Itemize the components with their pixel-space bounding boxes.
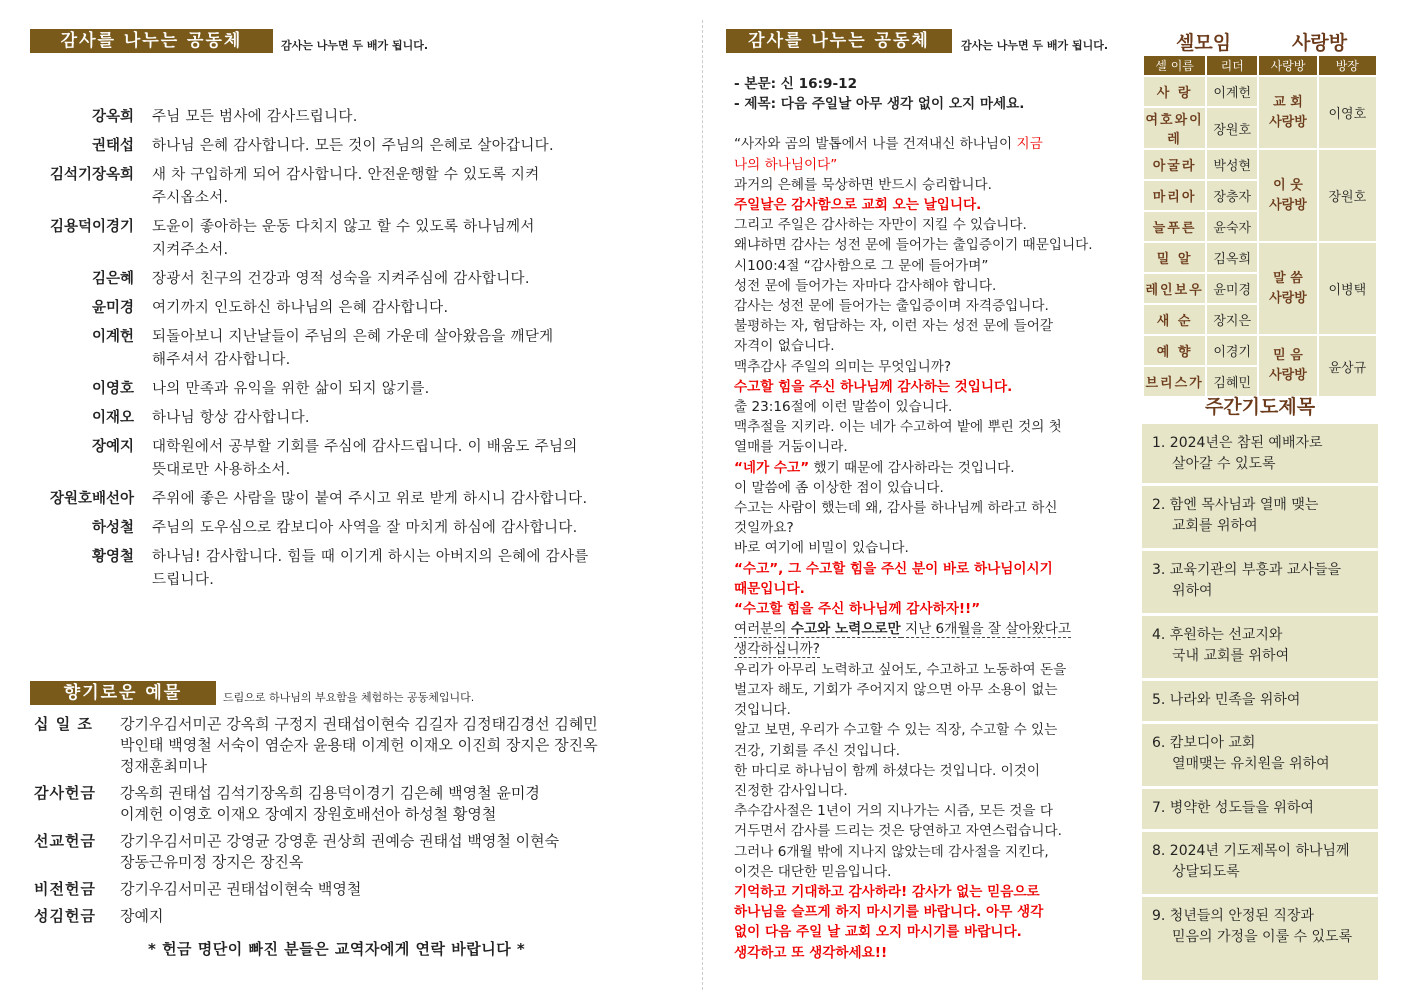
- prayer-line2: 국내 교회를 위하여: [1172, 648, 1290, 664]
- thanks-line: 되돌아보니 지난날들이 주님의 은혜 가운데 살아왔음을 깨닫게: [152, 329, 554, 345]
- thanks-row: [30, 517, 680, 540]
- cell-leader: 윤숙자: [1206, 211, 1258, 242]
- sermon-line: [734, 397, 1134, 417]
- sermon-span: 불평하는 자, 험담하는 자, 이런 자는 성전 문에 들어갈: [734, 318, 1053, 335]
- cell-name: 밀 알: [1143, 242, 1206, 273]
- sermon-line: [734, 134, 1134, 154]
- thanks-row: [30, 436, 680, 482]
- offering-line: 장동근유미정 장지은 장진옥: [120, 853, 304, 871]
- thanks-header-sub-right: 감사는 나누면 두 배가 됩니다.: [961, 39, 1109, 52]
- prayer-line2: 믿음의 가정을 이룰 수 있도록: [1172, 929, 1353, 945]
- prayer-line1: 2. 함엔 목사님과 열매 맺는: [1152, 497, 1319, 513]
- thanks-row: [30, 546, 680, 592]
- sermon-span: - 제목: 다음 주일날 아무 생각 없이 오지 마세요.: [734, 96, 1025, 113]
- offering-line: 강옥희 권태섭 김석기장옥희 김용덕이경기 김은혜 백영철 윤미경: [120, 784, 540, 802]
- thanks-list: [30, 106, 680, 598]
- prayer-line2: 교회를 위하여: [1172, 518, 1258, 534]
- room-head: 이병택: [1318, 242, 1377, 335]
- cell-row: [1143, 149, 1377, 180]
- sermon-span: 없이 다음 주일 날 교회 오지 마시기를 바랍니다.: [734, 924, 1022, 941]
- sermon-text: [734, 74, 1134, 963]
- prayer-line1: 1. 2024년은 참된 예배자로: [1152, 435, 1323, 451]
- sermon-span: 성전 문에 들어가는 자마다 감사해야 합니다.: [734, 277, 997, 294]
- cell-name: 새 순: [1143, 304, 1206, 335]
- col-room: 사랑방: [1258, 55, 1317, 76]
- prayer-line2: 위하여: [1172, 583, 1213, 599]
- offering-names: [120, 783, 684, 825]
- thanks-name: 이계헌: [91, 329, 134, 345]
- offering-row: [34, 906, 684, 927]
- thanks-name: 김석기장옥희: [49, 167, 134, 183]
- thanks-name: 장원호배선아: [49, 491, 134, 507]
- offering-label: 성김헌금: [34, 907, 96, 925]
- sermon-span: 그러나 6개월 밖에 지나지 않았는데 감사절을 지킨다,: [734, 843, 1049, 860]
- offering-line: 강기우김서미곤 강영균 강영훈 권상희 권예승 권태섭 백영철 이현숙: [120, 832, 560, 850]
- cell-row: [1143, 335, 1377, 366]
- thanks-text: [152, 436, 680, 482]
- thanks-row: [30, 216, 680, 262]
- sermon-span: 수고와 노력으로만: [790, 621, 901, 638]
- prayer-line1: 4. 후원하는 선교지와: [1152, 627, 1283, 643]
- offering-names: [120, 906, 684, 927]
- thanks-header-right: 감사를 나누는 공동체: [726, 29, 952, 53]
- sermon-span: 시100:4절 “감사함으로 그 문에 들어가며”: [734, 257, 989, 274]
- cell-leader: 김혜민: [1206, 366, 1258, 397]
- sermon-span: 출 23:16절에 이런 말씀이 있습니다.: [734, 399, 953, 416]
- thanks-line: 드립니다.: [152, 572, 215, 588]
- thanks-row: [30, 106, 680, 129]
- thanks-text: [152, 517, 680, 540]
- prayer-list: [1142, 424, 1378, 983]
- sermon-span: 자격이 없습니다.: [734, 338, 835, 355]
- sermon-span: 진정한 감사입니다.: [734, 782, 848, 799]
- prayer-item: [1142, 681, 1378, 721]
- cell-name: 늘푸른: [1143, 211, 1206, 242]
- offering-label: 비전헌금: [34, 880, 96, 898]
- sermon-span: “네가 수고”: [734, 459, 810, 476]
- thanks-name: 이재오: [91, 410, 134, 426]
- room-name-line2: 사랑방: [1269, 114, 1307, 130]
- sermon-line: [734, 417, 1134, 437]
- sermon-span: 추수감사절은 1년이 거의 지나가는 시즘, 모든 것을 다: [734, 803, 1053, 820]
- sermon-span: 지금: [1016, 136, 1043, 153]
- sermon-line: [734, 943, 1134, 963]
- cell-leader: 김옥희: [1206, 242, 1258, 273]
- col-cell-name: 셀 이름: [1143, 55, 1206, 76]
- sermon-line: [734, 720, 1134, 740]
- thanks-line: 새 차 구입하게 되어 감사합니다. 안전운행할 수 있도록 지켜: [152, 167, 540, 183]
- thanks-line: 주위에 좋은 사람을 많이 붙여 주시고 위로 받게 하시니 감사합니다.: [152, 491, 588, 507]
- prayer-line1: 5. 나라와 민족을 위하여: [1152, 692, 1301, 708]
- sermon-span: “수고”, 그 수고할 힘을 주신 분이 바로 하나님이시기: [734, 560, 1053, 577]
- sermon-line: [734, 357, 1134, 377]
- sermon-span: 하나님을 슬프게 하지 마시기를 바랍니다. 아무 생각: [734, 904, 1044, 921]
- sermon-span: 알고 보면, 우리가 수고할 수 있는 직장, 수고할 수 있는: [734, 722, 1058, 739]
- prayer-item: [1142, 424, 1378, 483]
- offering-row: [34, 714, 684, 777]
- thanks-line: 지켜주소서.: [152, 242, 229, 258]
- sermon-span: 수고는 사람이 했는데 왜, 감사를 하나님께 하라고 하신: [734, 500, 1058, 517]
- thanks-line: 하나님! 감사합니다. 힘들 때 이기게 하시는 아버지의 은혜에 감사를: [152, 549, 589, 565]
- sermon-line: [734, 599, 1134, 619]
- thanks-name: 김용덕이경기: [49, 219, 134, 235]
- cell-leader: 이경기: [1206, 335, 1258, 366]
- sermon-span: “수고할 힘을 주신 하나님께 감사하자!!”: [734, 601, 981, 618]
- thanks-line: 도윤이 좋아하는 운동 다치지 않고 할 수 있도록 하나님께서: [152, 219, 535, 235]
- thanks-text: [152, 407, 680, 430]
- thanks-name: 권태섭: [91, 138, 134, 154]
- thanks-row: [30, 135, 680, 158]
- sermon-line: [734, 842, 1134, 862]
- thanks-row: [30, 407, 680, 430]
- offering-line: 장예지: [120, 907, 164, 925]
- thanks-line: 장광서 친구의 건강과 영적 성숙을 지켜주심에 감사합니다.: [152, 271, 530, 287]
- sermon-line: [734, 256, 1134, 276]
- prayer-line1: 6. 캄보디아 교회: [1152, 735, 1256, 751]
- cell-title: 셀모임: [1176, 32, 1232, 54]
- sermon-gap: [734, 114, 1134, 134]
- thanks-text: [152, 488, 680, 511]
- sermon-span: 벌고자 해도, 기회가 주어지지 않으면 아무 소용이 없는: [734, 681, 1058, 698]
- sermon-line: [734, 801, 1134, 821]
- offering-row: [34, 831, 684, 873]
- sermon-line: [734, 700, 1134, 720]
- thanks-text: [152, 268, 680, 291]
- sermon-line: [734, 559, 1134, 579]
- sermon-span: 맥추감사 주일의 의미는 무엇입니까?: [734, 358, 952, 375]
- sermon-line: [734, 94, 1134, 114]
- sermon-span: 때문입니다.: [734, 580, 805, 597]
- sermon-span: 기억하고 기대하고 감사하라! 감사가 없는 믿음으로: [734, 883, 1040, 900]
- sermon-line: [734, 155, 1134, 175]
- sermon-span: 맥추절을 지키라. 이는 네가 수고하여 밭에 뿌린 것의 첫: [734, 419, 1062, 436]
- room-name-line1: 교 회: [1273, 94, 1303, 110]
- offering-list: [34, 714, 684, 933]
- offering-label: 감사헌금: [34, 784, 96, 802]
- sermon-span: 생각하고 또 생각하세요!!: [734, 944, 888, 961]
- room-name: [1258, 242, 1317, 335]
- room-name-line1: 믿 음: [1273, 348, 1303, 363]
- sermon-span: 거두면서 감사를 드리는 것은 당연하고 자연스럽습니다.: [734, 823, 1062, 840]
- prayer-title: 주간기도제목: [1204, 396, 1316, 418]
- sermon-span: 여러분의: [734, 621, 791, 638]
- thanks-row: [30, 378, 680, 401]
- sermon-span: 것입니다.: [734, 702, 791, 719]
- thanks-line: 하나님 항상 감사합니다.: [152, 410, 310, 426]
- cell-name: 레인보우: [1143, 273, 1206, 304]
- thanks-row: [30, 488, 680, 511]
- prayer-item: [1142, 789, 1378, 829]
- offering-label: 십 일 조: [34, 715, 93, 733]
- sermon-span: 감사는 성전 문에 들어가는 출입증이며 자격증입니다.: [734, 298, 1049, 315]
- cell-row: [1143, 242, 1377, 273]
- prayer-line1: 9. 청년들의 안정된 직장과: [1152, 908, 1314, 924]
- thanks-text: [152, 106, 680, 129]
- cell-name: 마리아: [1143, 180, 1206, 211]
- offering-header: 향기로운 예물: [30, 681, 216, 705]
- sermon-line: [734, 458, 1134, 478]
- sermon-line: [734, 902, 1134, 922]
- prayer-line1: 3. 교육기관의 부흥과 교사들을: [1152, 562, 1341, 578]
- prayer-item: [1142, 551, 1378, 613]
- thanks-line: 해주셔서 감사합니다.: [152, 352, 291, 368]
- thanks-text: [152, 297, 680, 320]
- sermon-line: [734, 74, 1134, 94]
- sermon-line: [734, 882, 1134, 902]
- thanks-text: [152, 164, 680, 210]
- sermon-span: 과거의 은혜를 묵상하면 반드시 승리합니다.: [734, 176, 992, 193]
- room-head: 장원호: [1318, 149, 1377, 242]
- sermon-line: [734, 336, 1134, 356]
- sermon-line: [734, 639, 1134, 659]
- col-leader: 리더: [1206, 55, 1258, 76]
- thanks-line: 여기까지 인도하신 하나님의 은혜 감사합니다.: [152, 300, 449, 316]
- cell-table: [1142, 54, 1378, 398]
- room-title: 사랑방: [1292, 32, 1348, 54]
- sermon-line: [734, 660, 1134, 680]
- sermon-span: 것일까요?: [734, 520, 794, 537]
- thanks-text: [152, 135, 680, 158]
- sermon-line: [734, 518, 1134, 538]
- prayer-item: [1142, 486, 1378, 548]
- offering-names: [120, 879, 684, 900]
- sermon-span: 그리고 주일은 감사하는 자만이 지킬 수 있습니다.: [734, 217, 1027, 234]
- room-name-line2: 사랑방: [1269, 368, 1307, 383]
- room-name: [1258, 149, 1317, 242]
- thanks-line: 주님 모든 범사에 감사드립니다.: [152, 109, 358, 125]
- thanks-name: 하성철: [91, 520, 134, 536]
- cell-name: 사 랑: [1143, 76, 1206, 107]
- cell-leader: 장원호: [1206, 107, 1258, 149]
- page-divider: [702, 20, 703, 990]
- room-name-line1: 말 씀: [1273, 270, 1303, 286]
- offering-line: 이계헌 이영호 이재오 장예지 장원호배선아 하성철 황영철: [120, 805, 497, 823]
- offering-names: [120, 831, 684, 873]
- sermon-span: 왜냐하면 감사는 성전 문에 들어가는 출입증이기 때문입니다.: [734, 237, 1093, 254]
- sermon-line: [734, 235, 1134, 255]
- thanks-line: 주님의 도우심으로 캄보디아 사역을 잘 마치게 하심에 감사합니다.: [152, 520, 578, 536]
- thanks-text: [152, 378, 680, 401]
- sermon-line: [734, 862, 1134, 882]
- sermon-span: 열매를 거둠이니라.: [734, 439, 848, 456]
- cell-name: 여호와이 레: [1143, 107, 1206, 149]
- thanks-line: 뜻대로만 사용하소서.: [152, 462, 291, 478]
- sermon-line: [734, 579, 1134, 599]
- cell-leader: 장지은: [1206, 304, 1258, 335]
- sermon-span: 바로 여기에 비밀이 있습니다.: [734, 540, 909, 557]
- prayer-line2: 살아갈 수 있도록: [1172, 456, 1276, 472]
- room-name-line2: 사랑방: [1269, 290, 1307, 306]
- thanks-text: [152, 546, 680, 592]
- sermon-span: 한 마디로 하나님이 함께 하셨다는 것입니다. 이것이: [734, 762, 1041, 779]
- thanks-text: [152, 216, 680, 262]
- cell-name: 브리스가: [1143, 366, 1206, 397]
- sermon-line: [734, 498, 1134, 518]
- prayer-line1: 8. 2024년 기도제목이 하나님께: [1152, 843, 1350, 859]
- sermon-line: [734, 478, 1134, 498]
- prayer-line1: 7. 병약한 성도들을 위하여: [1152, 800, 1314, 816]
- sermon-line: [734, 316, 1134, 336]
- sermon-span: - 본문: 신 16:9-12: [734, 76, 858, 92]
- sermon-span: 건강, 기회를 주신 것입니다.: [734, 742, 901, 759]
- sermon-span: 했기 때문에 감사하라는 것입니다.: [809, 459, 1015, 476]
- sermon-line: [734, 821, 1134, 841]
- col-room-head: 방장: [1318, 55, 1377, 76]
- thanks-name: 강옥희: [91, 109, 134, 125]
- cell-row: [1143, 76, 1377, 107]
- offering-header-sub: 드림으로 하나님의 부요함을 체험하는 공동체입니다.: [223, 691, 475, 704]
- thanks-row: [30, 297, 680, 320]
- sermon-span: 이것은 대단한 믿음입니다.: [734, 863, 892, 880]
- thanks-line: 하나님 은혜 감사합니다. 모든 것이 주님의 은혜로 살아갑니다.: [152, 138, 554, 154]
- offering-note: * 헌금 명단이 빠진 분들은 교역자에게 연락 바랍니다 *: [148, 940, 526, 958]
- sermon-line: [734, 437, 1134, 457]
- sermon-span: “사자와 곰의 발톱에서 나를 건져내신 하나님이: [734, 136, 1017, 153]
- offering-label: 선교헌금: [34, 832, 96, 850]
- cell-name: 예 향: [1143, 335, 1206, 366]
- sermon-line: [734, 276, 1134, 296]
- thanks-row: [30, 164, 680, 210]
- offering-names: [120, 714, 684, 777]
- thanks-line: 나의 만족과 유익을 위한 삶이 되지 않기를.: [152, 381, 430, 397]
- prayer-line2: 상달되도록: [1172, 864, 1240, 880]
- prayer-item: [1142, 616, 1378, 678]
- sermon-line: [734, 619, 1134, 639]
- sermon-span: 주일날은 감사함으로 교회 오는 날입니다.: [734, 197, 982, 214]
- cell-leader: 윤미경: [1206, 273, 1258, 304]
- sermon-line: [734, 761, 1134, 781]
- sermon-span: 수고할 힘을 주신 하나님께 감사하는 것입니다.: [734, 378, 1013, 395]
- cell-leader: 장충자: [1206, 180, 1258, 211]
- prayer-item: [1142, 832, 1378, 894]
- sermon-line: [734, 377, 1134, 397]
- cell-name: 아굴라: [1143, 149, 1206, 180]
- thanks-line: 주시옵소서.: [152, 190, 229, 206]
- sermon-line: [734, 195, 1134, 215]
- sermon-line: [734, 538, 1134, 558]
- sermon-span: 나의 하나님이다”: [734, 156, 838, 173]
- sermon-span: 생각하십니까?: [734, 641, 821, 658]
- thanks-row: [30, 326, 680, 372]
- offering-line: 박인태 백영철 서숙이 염순자 윤용태 이계헌 이재오 이진희 장지은 장진옥: [120, 736, 598, 754]
- offering-row: [34, 879, 684, 900]
- sermon-line: [734, 781, 1134, 801]
- sermon-line: [734, 296, 1134, 316]
- thanks-line: 대학원에서 공부할 기회를 주심에 감사드립니다. 이 배움도 주님의: [152, 439, 578, 455]
- thanks-name: 장예지: [91, 439, 134, 455]
- room-head: 이영호: [1318, 76, 1377, 149]
- sermon-line: [734, 741, 1134, 761]
- prayer-item: [1142, 724, 1378, 786]
- room-name-line1: 이 웃: [1273, 177, 1303, 193]
- sermon-span: 지난 6개월을 잘 살아왔다고: [900, 621, 1072, 638]
- sermon-span: 우리가 아무리 노력하고 싶어도, 수고하고 노동하여 돈을: [734, 661, 1067, 678]
- room-head: 윤상규: [1318, 335, 1377, 397]
- offering-line: 강기우김서미곤 강옥희 구정지 권태섭이현숙 김길자 김정태김경선 김혜민: [120, 715, 598, 733]
- room-name: [1258, 335, 1317, 397]
- sermon-line: [734, 175, 1134, 195]
- room-name: [1258, 76, 1317, 149]
- thanks-text: [152, 326, 680, 372]
- offering-line: 정재훈최미나: [120, 757, 207, 775]
- thanks-row: [30, 268, 680, 291]
- offering-line: 강기우김서미곤 권태섭이현숙 백영철: [120, 880, 362, 898]
- sermon-line: [734, 922, 1134, 942]
- sermon-line: [734, 680, 1134, 700]
- thanks-header-left: 감사를 나누는 공동체: [30, 29, 273, 53]
- room-name-line2: 사랑방: [1269, 197, 1307, 213]
- cell-leader: 이계헌: [1206, 76, 1258, 107]
- prayer-line2: 열매맺는 유치원을 위하여: [1172, 756, 1330, 772]
- thanks-name: 김은혜: [91, 271, 134, 287]
- thanks-name: 윤미경: [91, 300, 134, 316]
- sermon-line: [734, 215, 1134, 235]
- sermon-span: 이 말씀에 좀 이상한 점이 있습니다.: [734, 479, 944, 496]
- cell-leader: 박성현: [1206, 149, 1258, 180]
- thanks-name: 이영호: [91, 381, 134, 397]
- thanks-name: 황영철: [91, 549, 134, 565]
- prayer-item: [1142, 897, 1378, 980]
- thanks-header-sub-left: 감사는 나누면 두 배가 됩니다.: [281, 39, 429, 52]
- offering-row: [34, 783, 684, 825]
